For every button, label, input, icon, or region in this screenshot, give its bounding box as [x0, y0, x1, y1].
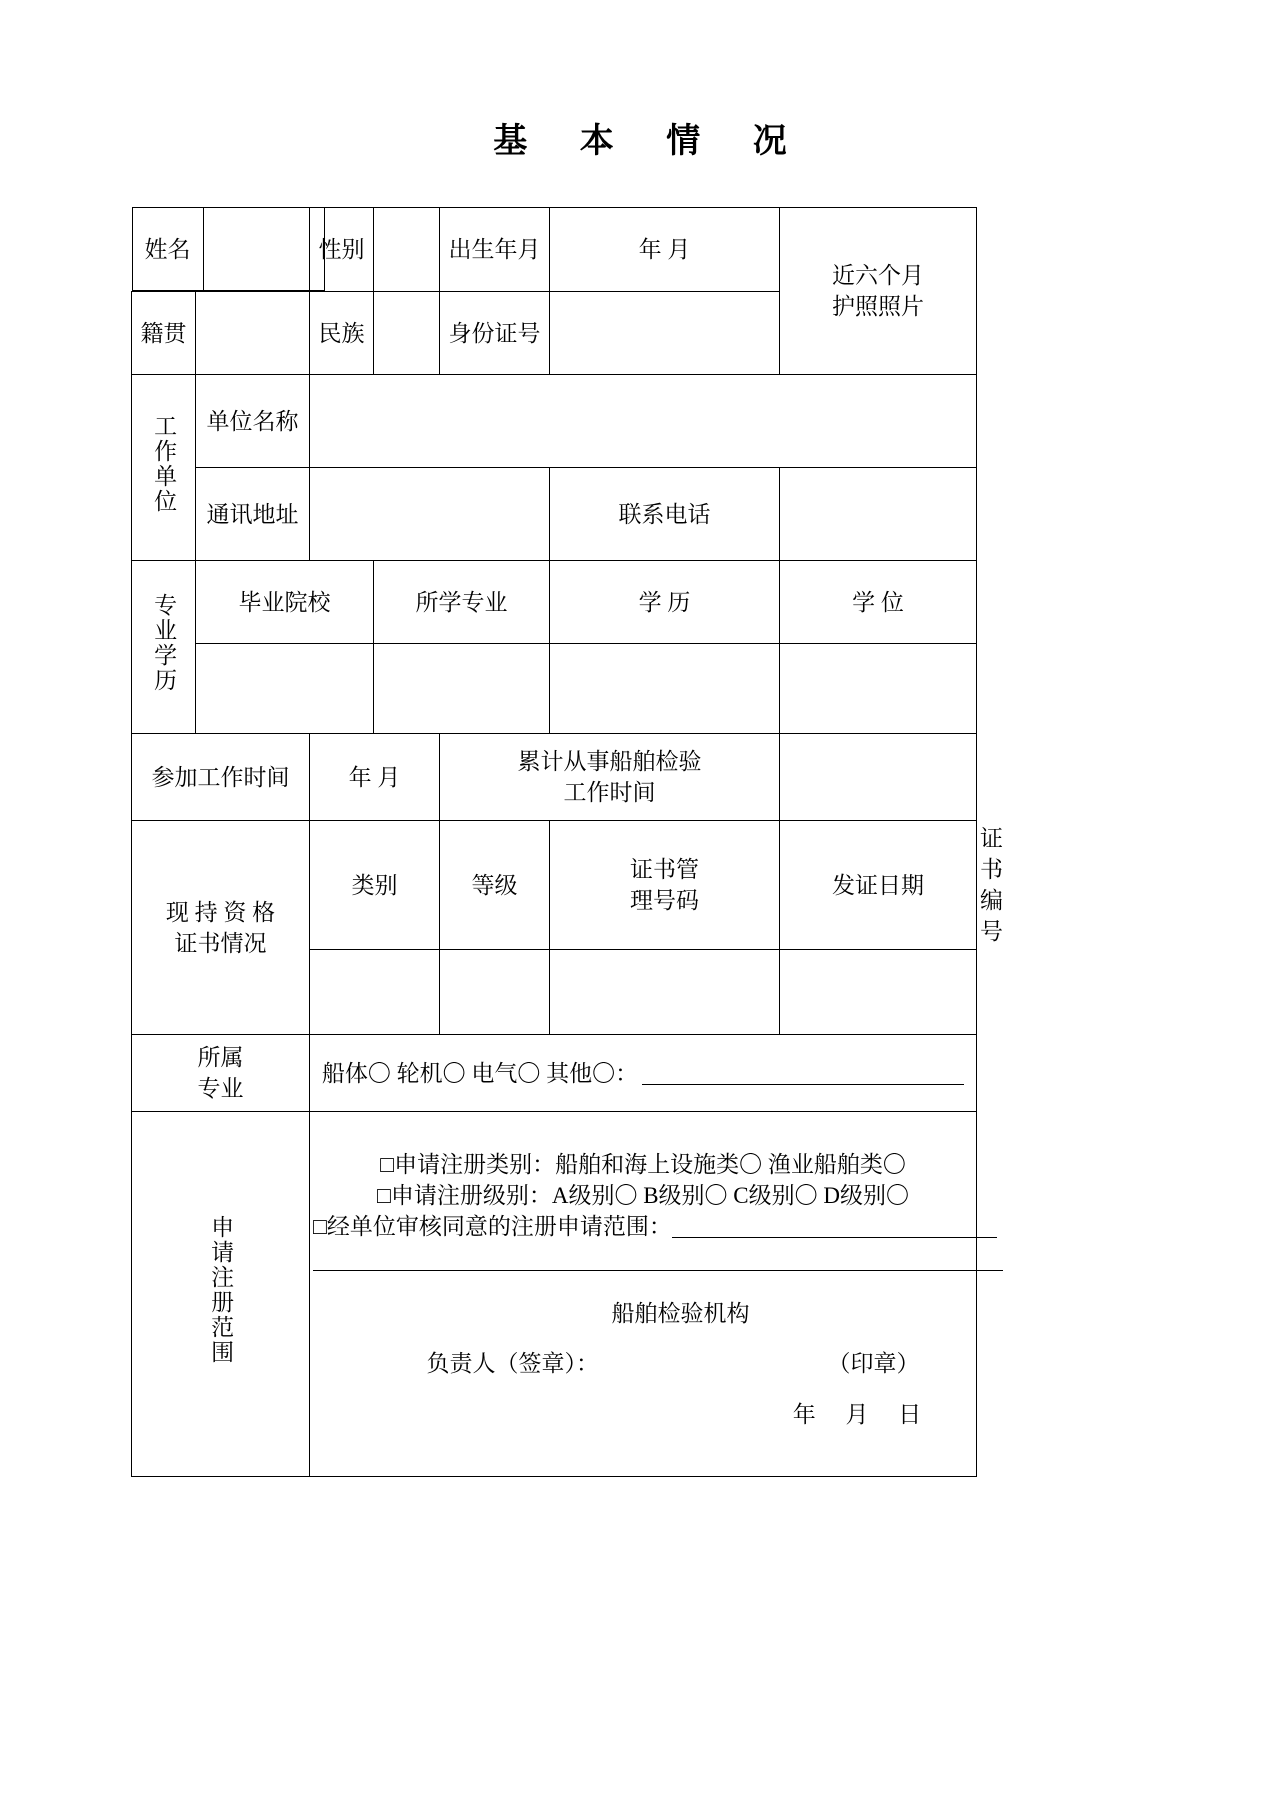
label-gender: 性别 [310, 207, 374, 292]
photo-label-line1: 近六个月 [832, 263, 924, 288]
label-survey-total-line1: 累计从事船舶检验 [517, 749, 702, 775]
header-degree: 学 位 [780, 561, 977, 644]
signature-block [313, 1289, 973, 1441]
scope-approved-underline[interactable] [672, 1237, 997, 1238]
survey-org-label: 船舶检验机构 [611, 1300, 750, 1326]
scope-approved-line[interactable] [313, 1211, 973, 1242]
label-specialty-line2: 专业 [197, 1076, 244, 1102]
header-cert-category: 类别 [310, 821, 440, 950]
specialty-options-text[interactable]: 船体〇 轮机〇 电气〇 其他〇： [321, 1060, 639, 1086]
field-survey-total-value[interactable] [780, 734, 977, 821]
field-id-number-value[interactable] [550, 292, 780, 375]
label-education-text: 专业学历 [151, 593, 177, 694]
label-certificate-line1: 现 持 资 格 [165, 899, 276, 925]
label-survey-total-time [440, 734, 780, 821]
signer-label: 负责人（签章）： [426, 1351, 599, 1377]
label-work-start [132, 734, 310, 821]
field-cert-mgmt-number-value[interactable] [550, 950, 780, 1035]
table-row-address [132, 468, 977, 561]
field-cert-issue-date-value[interactable] [780, 950, 977, 1035]
scope-level-line[interactable]: □申请注册级别：A级别〇 B级别〇 C级别〇 D级别〇 [376, 1182, 910, 1208]
table-row-registration-scope [132, 1112, 977, 1477]
table-row-specialty [132, 1035, 977, 1112]
photo-label-line2: 护照照片 [832, 294, 924, 320]
field-school-value[interactable] [196, 644, 374, 734]
field-native-place-value[interactable] [196, 292, 310, 375]
label-native-place: 籍贯 [132, 292, 196, 375]
field-address-value[interactable] [310, 468, 550, 561]
sign-date-label: 年 月 日 [792, 1401, 934, 1427]
field-unit-name-value[interactable] [310, 375, 977, 468]
field-work-start-value[interactable]: 年 月 [310, 734, 440, 821]
field-ethnicity-value[interactable] [374, 292, 440, 375]
table-row-education-values [132, 644, 977, 734]
label-phone: 联系电话 [550, 468, 780, 561]
label-registration-scope [132, 1112, 310, 1477]
label-unit-name: 单位名称 [196, 375, 310, 468]
table-row-certificate-headers: 现 持 资 格 证书情况 类别 等级 证书管 理号码 发证日期 证书编号 [132, 821, 977, 950]
label-birth-date: 出生年月 [440, 207, 550, 292]
scope-approved-underline-2[interactable] [313, 1252, 1003, 1271]
label-survey-total-line2: 工作时间 [563, 780, 656, 806]
label-certificate-line2: 证书情况 [174, 930, 267, 956]
field-degree-level-value[interactable] [550, 644, 780, 734]
specialty-options[interactable] [310, 1035, 977, 1112]
header-cert-mgmt-number [550, 821, 780, 950]
header-cert-mgmt-line1: 证书管 [630, 857, 699, 883]
table-row-education-headers [132, 561, 977, 644]
field-degree-value[interactable] [780, 644, 977, 734]
label-work-unit-text: 工作单位 [151, 413, 177, 514]
table-row-unit-name [132, 375, 977, 468]
scope-category-line[interactable]: □申请注册类别：船舶和海上设施类〇 渔业船舶类〇 [380, 1151, 906, 1177]
field-major-value[interactable] [374, 644, 550, 734]
label-registration-scope-text: 申请注册范围 [208, 1215, 234, 1366]
header-cert-grade: 等级 [440, 821, 550, 950]
photo-placeholder[interactable] [780, 207, 977, 375]
seal-label: （印章） [839, 1351, 920, 1377]
header-school: 毕业院校 [196, 561, 374, 644]
field-name-value[interactable] [203, 208, 324, 291]
label-id-number: 身份证号 [440, 292, 550, 375]
basic-info-table [131, 207, 1003, 1478]
label-certificate-section [132, 821, 310, 1035]
field-cert-grade-value[interactable] [440, 950, 550, 1035]
header-degree-level: 学 历 [550, 561, 780, 644]
field-birth-date-value[interactable]: 年 月 [550, 207, 780, 292]
header-cert-issue-date: 发证日期 [780, 821, 977, 950]
label-work-start-text: 参加工作时间 [151, 764, 290, 790]
label-ethnicity: 民族 [310, 292, 374, 375]
label-address: 通讯地址 [196, 468, 310, 561]
label-specialty-line1: 所属 [197, 1045, 244, 1071]
header-cert-mgmt-line2: 理号码 [630, 888, 699, 914]
label-name: 姓名 [132, 208, 203, 291]
specialty-other-underline[interactable] [642, 1084, 964, 1085]
signer-row [313, 1339, 973, 1390]
label-education-section [132, 561, 196, 734]
page-title: 基 本 情 况 [493, 123, 809, 160]
label-specialty [132, 1035, 310, 1112]
scope-approved-text: □经单位审核同意的注册申请范围： [313, 1213, 672, 1239]
field-gender-value[interactable] [374, 207, 440, 292]
table-row-work-time [132, 734, 977, 821]
label-work-unit-section [132, 375, 196, 561]
header-major: 所学专业 [374, 561, 550, 644]
field-cert-category-value[interactable] [310, 950, 440, 1035]
field-phone-value[interactable] [780, 468, 977, 561]
registration-scope-content [310, 1112, 977, 1477]
table-row-name [132, 207, 977, 292]
